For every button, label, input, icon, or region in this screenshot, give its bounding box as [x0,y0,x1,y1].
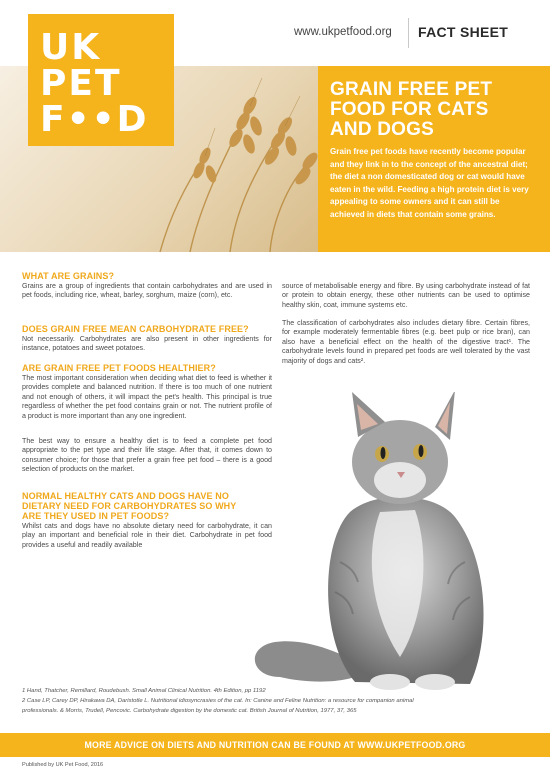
text-carbohydrate-free: Not necessarily. Carbohydrates are also present in other ingredients for instance, potatoes and sweet potatoes. [22,335,272,353]
intro-paragraph: Grain free pet foods have recently become popular and they link in to the concept of the ancestral diet; the diet a non domesticated dog or cat would have eaten in the wild. Feeding a high protein diet is very appealing to some owners and it can still be achieved in diets that contain some grains. [330,147,529,219]
text-what-are-grains: Grains are a group of ingredients that contain carbohydrates and are used in pet foods, including rice, wheat, barley, sorghum, maize (corn), etc. [22,282,272,300]
footnote-2-continued: professionals. & Morris, Trudell, Pencovic. Carbohydrate digestion by the domestic cat. British Journal of Nutrition, 1977, 37, 365 [22,708,357,714]
website-url[interactable]: www.ukpetfood.org [294,26,392,38]
cat-illustration [240,392,530,692]
text-no-dietary-need: Whilst cats and dogs have no absolute dietary need for carbohydrate, it can play an important and beneficial role in their diet. Carbohydrate in pet food provides a useful and readily available [22,522,272,549]
heading-healthier: ARE GRAIN FREE PET FOODS HEALTHIER? [22,363,216,373]
footnotes [22,686,530,716]
fact-sheet-label: FACT SHEET [418,24,509,40]
advice-link-text[interactable]: MORE ADVICE ON DIETS AND NUTRITION CAN BE FOUND AT WWW.UKPETFOOD.ORG [84,740,466,750]
uk-pet-food-logo [28,14,174,146]
logo-line-uk: UK [40,27,102,68]
text-healthier-2: The best way to ensure a healthy diet is to feed a complete pet food appropriate to the pet type and their life stage. After that, it comes down to consumer choice; for those that prefer a grain free pet food – there is a good selection of products on the market. [22,437,272,474]
footnote-2: 2 Case LP, Carey DP, Hirakawa DA, Daristotle L. Nutritional idiosyncrasies of the cat. In: Canine and Feline Nutrition: a resource for companion animal [22,698,414,704]
text-healthier-1: The most important consideration when deciding what diet to feed is whether it provides complete and balanced nutrition. If there is too much of one nutrient and not enough of others, it will impact the pet's health. This principal is true regardless of whether the pet food contains grain or not. The nutrient profile of a product is more important than any one ingredient. [22,374,272,420]
footnote-1: 1 Hand, Thatcher, Remillard, Roudebush. Small Animal Clinical Nutrition. 4th Edition, pp 1192 [22,688,266,694]
heading-what-are-grains: WHAT ARE GRAINS? [22,271,115,281]
text-dietary-fibre: The classification of carbohydrates also includes dietary fibre. Certain fibres, for example moderately fermentable fibres (e.g. beet pulp or rice bran), can also have a beneficial effect on the health of the digestive tract¹. The carbohydrate levels found in prepared pet foods are well tolerated by the vast majority of dogs and cats². [282,319,530,365]
logo-line-pet: PET [40,63,122,104]
heading-no-dietary-need: NORMAL HEALTHY CATS AND DOGS HAVE NO DIETARY NEED FOR CARBOHYDRATES SO WHY ARE THEY USED IN PET FOODS? [22,491,237,521]
logo-line-food: F••D [40,99,149,140]
heading-carbohydrate-free: DOES GRAIN FREE MEAN CARBOHYDRATE FREE? [22,324,249,334]
published-by: Published by UK Pet Food, 2016 [22,762,104,768]
text-energy-source: source of metabolisable energy and fibre. By using carbohydrate instead of fat or protein to obtain energy, these other nutrients can be used to optimise healthy skin, coat, immune systems etc. [282,282,530,309]
advice-banner [0,733,550,757]
header-divider [408,18,409,48]
page-title: GRAIN FREE PET FOOD FOR CATS AND DOGS [330,79,493,140]
